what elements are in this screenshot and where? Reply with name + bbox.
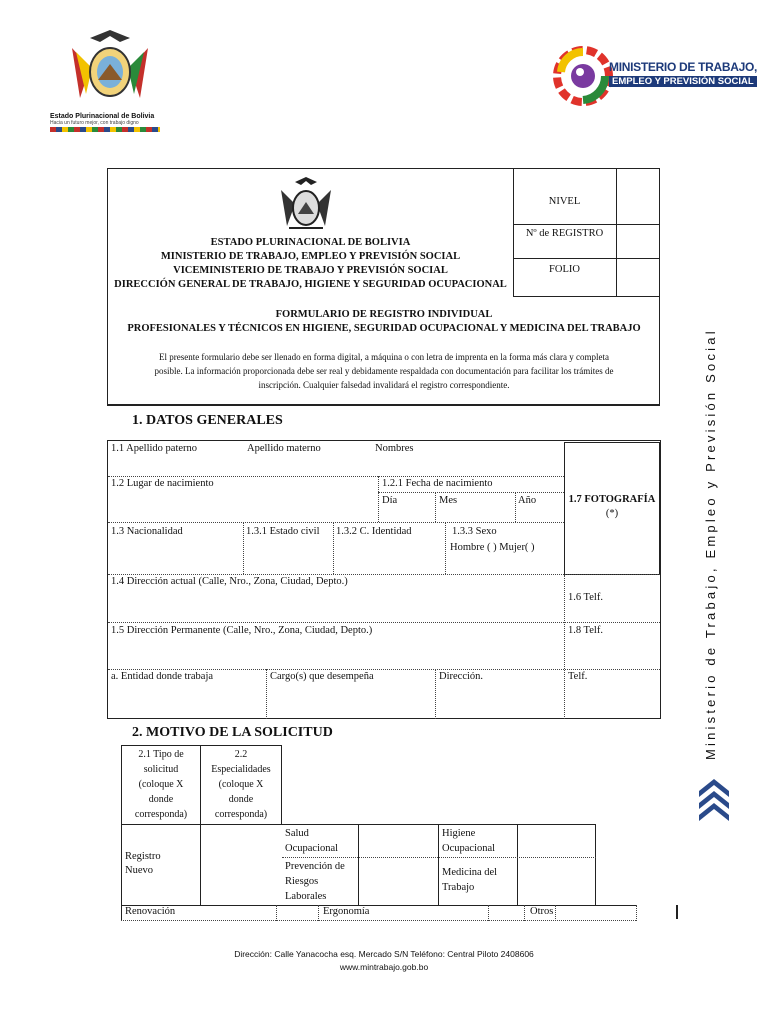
logo-caption: Estado Plurinacional de Bolivia <box>50 113 155 120</box>
direccion-actual-label: 1.4 Dirección actual (Calle, Nro., Zona, Ciudad, Depto.) <box>111 576 348 587</box>
nombres-label: Nombres <box>375 443 414 454</box>
bolivia-coat-of-arms-logo <box>50 28 170 133</box>
cargo-label: Cargo(s) que desempeña <box>270 671 374 682</box>
medicina-trabajo-checkbox[interactable] <box>520 860 592 902</box>
ministry-name-line2: EMPLEO Y PREVISIÓN SOCIAL <box>609 76 757 87</box>
nacionalidad-label: 1.3 Nacionalidad <box>111 526 183 537</box>
higiene-ocupacional-label: Higiene Ocupacional <box>442 828 496 854</box>
higiene-ocupacional-checkbox[interactable] <box>520 826 592 854</box>
salud-ocupacional-checkbox[interactable] <box>361 826 435 854</box>
fecha-nacimiento-label: 1.2.1 Fecha de nacimiento <box>382 478 493 489</box>
ergonomia-label: Ergonomía <box>323 906 370 917</box>
prevencion-riesgos-checkbox[interactable] <box>361 860 435 902</box>
ministry-logo <box>553 42 758 112</box>
entidad-label: a. Entidad donde trabaja <box>111 671 214 682</box>
folio-label: FOLIO <box>549 264 580 275</box>
section1-title: 1. DATOS GENERALES <box>132 413 283 428</box>
gear-icon <box>553 42 613 112</box>
chevron-up-icon <box>697 775 731 821</box>
nivel-value[interactable] <box>620 172 656 220</box>
dia-label: Día <box>382 495 398 506</box>
medicina-trabajo-label: Medicina del Trabajo <box>442 867 498 893</box>
ministry-name-line1: MINISTERIO DE TRABAJO, <box>609 60 758 74</box>
mes-label: Mes <box>439 495 458 506</box>
telf-18-label: 1.8 Telf. <box>568 625 603 636</box>
photo-note: (*) <box>605 508 619 519</box>
text-cursor <box>676 905 678 919</box>
estado-civil-label: 1.3.1 Estado civil <box>246 526 320 537</box>
lugar-nacimiento-label: 1.2 Lugar de nacimiento <box>111 478 214 489</box>
tipo-solicitud-header: 2.1 Tipo de solicitud (coloque X donde corresponda) <box>134 749 188 820</box>
folio-value[interactable] <box>620 262 656 292</box>
nivel-label: NIVEL <box>548 196 581 207</box>
form-title: FORMULARIO DE REGISTRO INDIVIDUAL <box>275 309 493 320</box>
header-line1: ESTADO PLURINACIONAL DE BOLIVIA <box>210 237 411 248</box>
especialidades-header: 2.2 Especialidades (coloque X donde corresponda) <box>211 749 271 820</box>
prevencion-riesgos-label: Prevención de Riesgos Laborales <box>285 861 345 902</box>
renovacion-label: Renovación <box>125 906 176 917</box>
header-line2: MINISTERIO DE TRABAJO, EMPLEO Y PREVISIÓN SOCIAL <box>160 251 461 262</box>
otros-label: Otros <box>530 906 554 917</box>
coat-of-arms-small-icon <box>275 176 337 232</box>
footer-website[interactable]: www.mintrabajo.gob.bo <box>339 962 429 972</box>
footer-address: Dirección: Calle Yanacocha esq. Mercado S/N Teléfono: Central Piloto 2408606 <box>234 949 534 959</box>
direccion-label: Dirección. <box>439 671 484 682</box>
header-line4: DIRECCIÓN GENERAL DE TRABAJO, HIGIENE Y SEGURIDAD OCUPACIONAL <box>114 279 507 290</box>
header-line3: VICEMINISTERIO DE TRABAJO Y PREVISIÓN SOCIAL <box>173 265 448 276</box>
form-subtitle: PROFESIONALES Y TÉCNICOS EN HIGIENE, SEGURIDAD OCUPACIONAL Y MEDICINA DEL TRABAJO <box>127 323 641 334</box>
direccion-permanente-label: 1.5 Dirección Permanente (Calle, Nro., Zona, Ciudad, Depto.) <box>111 625 373 636</box>
side-ministry-text: Ministerio de Trabajo, Empleo y Previsión Social <box>703 328 718 760</box>
salud-ocupacional-label: Salud Ocupacional <box>285 828 339 854</box>
renovacion-checkbox[interactable] <box>278 906 318 920</box>
wiphala-strip <box>50 127 160 132</box>
telf-16-label: 1.6 Telf. <box>568 592 603 603</box>
logo-tagline: Hacia un futuro mejor, con trabajo digno <box>50 120 139 126</box>
registro-label: Nº de REGISTRO <box>525 228 604 239</box>
c-identidad-label: 1.3.2 C. Identidad <box>336 526 412 537</box>
coat-of-arms-icon <box>50 28 170 108</box>
registro-value[interactable] <box>620 228 656 254</box>
section2-title: 2. MOTIVO DE LA SOLICITUD <box>132 725 333 740</box>
telf-label: Telf. <box>568 671 588 682</box>
ergonomia-checkbox[interactable] <box>490 906 524 920</box>
apellido-paterno-label: 1.1 Apellido paterno <box>111 443 198 454</box>
registro-nuevo-checkbox[interactable] <box>203 828 278 902</box>
apellido-materno-label: Apellido materno <box>247 443 321 454</box>
anio-label: Año <box>518 495 537 506</box>
sexo-options[interactable]: Hombre ( ) Mujer( ) <box>450 542 535 553</box>
photo-label: 1.7 FOTOGRAFÍA <box>568 494 656 505</box>
registro-nuevo-label: Registro Nuevo <box>125 851 161 876</box>
sexo-label: 1.3.3 Sexo <box>452 526 497 537</box>
otros-checkbox[interactable] <box>557 906 634 920</box>
instructions: El presente formulario debe ser llenado en forma digital, a máquina o con letra de imprenta en la forma más clara y completa posible. La información proporcionada debe ser real y debidamente respaldada con documentación para facilitar los trámites de inscripción. Cualquier falsedad invalidará el registro correspondiente. <box>154 352 614 390</box>
